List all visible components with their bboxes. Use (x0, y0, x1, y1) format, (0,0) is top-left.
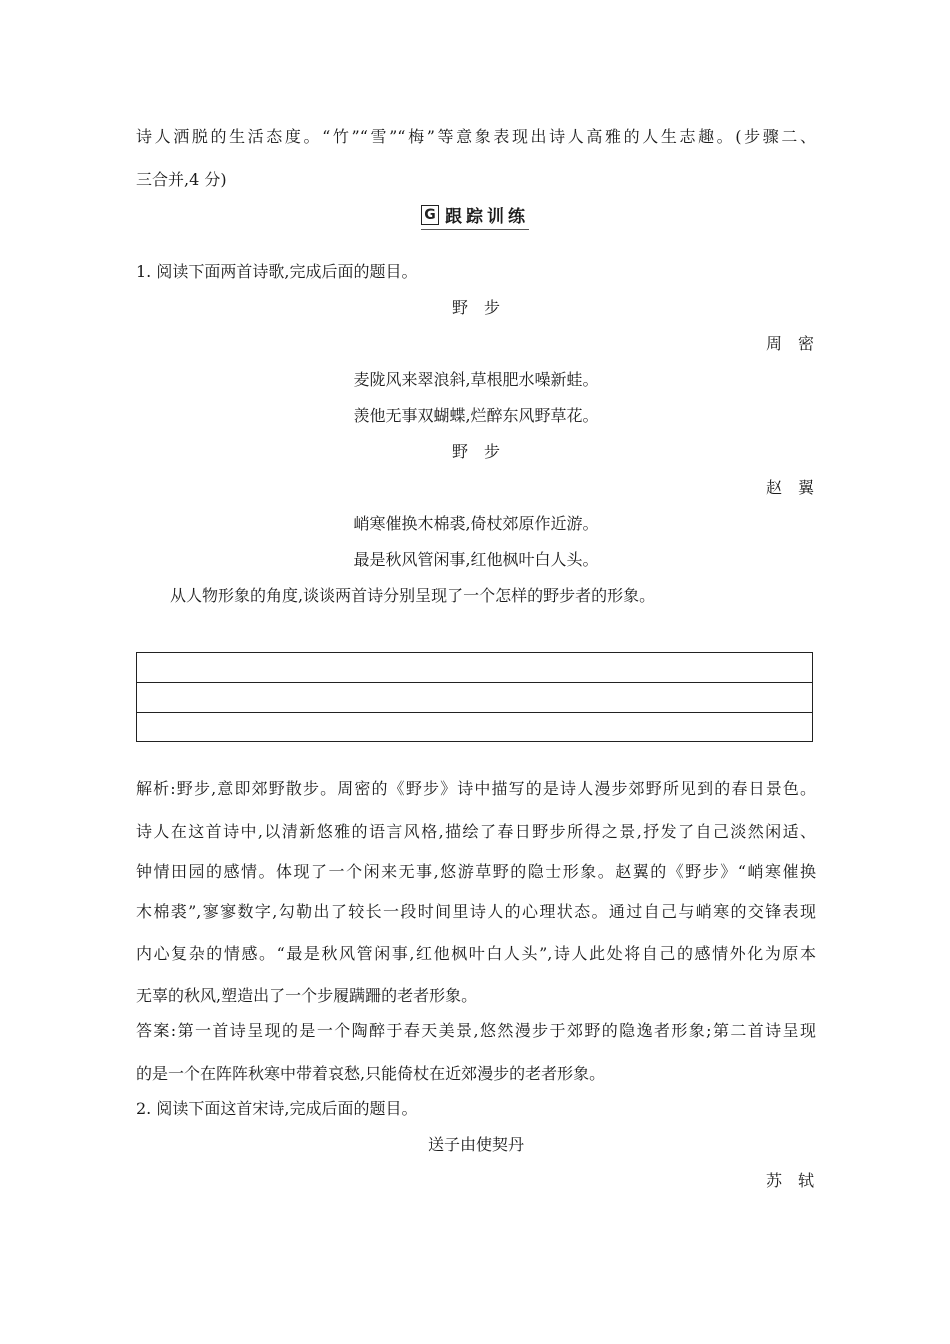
analysis-line-2: 诗人在这首诗中,以清新悠雅的语言风格,描绘了春日野步所得之景,抒发了自己淡然闲适、 (136, 822, 816, 841)
answer-line-2: 的是一个在阵阵秋寒中带着哀愁,只能倚杖在近郊漫步的老者形象。 (136, 1064, 606, 1083)
answer-line[interactable] (137, 683, 812, 713)
intro-line-1: 诗人洒脱的生活态度。“竹”“雪”“梅”等意象表现出诗人高雅的人生志趣。(步骤二、 (136, 127, 816, 146)
answer-lines-box[interactable] (136, 652, 813, 742)
answer-line[interactable] (137, 713, 812, 743)
poem1-line-1: 麦陇风来翠浪斜,草根肥水噪新蛙。 (353, 370, 599, 389)
poem1-author: 周 密 (765, 334, 814, 353)
intro-line-2: 三合并,4 分) (136, 170, 227, 189)
poem1-title: 野 步 (451, 298, 500, 317)
q2-poem-author: 苏 轼 (765, 1171, 814, 1190)
section-title: 跟踪训练 (445, 207, 529, 227)
analysis-line-5: 内心复杂的情感。“最是秋风管闲事,红他枫叶白人头”,诗人此处将自己的感情外化为原本 (136, 944, 816, 963)
poem2-author: 赵 翼 (765, 478, 814, 497)
poem1-line-2: 羡他无事双蝴蝶,烂醉东风野草花。 (353, 406, 599, 425)
g-badge-icon: G (421, 205, 439, 225)
poem2-line-1: 峭寒催换木棉裘,倚杖郊原作近游。 (353, 514, 599, 533)
answer-line-1: 答案:第一首诗呈现的是一个陶醉于春天美景,悠然漫步于郊野的隐逸者形象;第二首诗呈现 (136, 1021, 816, 1040)
q1-question: 从人物形象的角度,谈谈两首诗分别呈现了一个怎样的野步者的形象。 (170, 586, 656, 605)
analysis-line-3: 钟情田园的感情。体现了一个闲来无事,悠游草野的隐士形象。赵翼的《野步》“峭寒催换 (136, 862, 816, 881)
analysis-line-1: 解析:野步,意即郊野散步。周密的《野步》诗中描写的是诗人漫步郊野所见到的春日景色。 (136, 779, 816, 798)
poem2-title: 野 步 (451, 442, 500, 461)
answer-line[interactable] (137, 653, 812, 683)
analysis-line-4: 木棉裘”,寥寥数字,勾勒出了较长一段时间里诗人的心理状态。通过自己与峭寒的交锋表现 (136, 902, 816, 921)
q2-prompt: 2. 阅读下面这首宋诗,完成后面的题目。 (136, 1099, 418, 1118)
section-heading (0, 202, 950, 230)
q2-poem-title: 送子由使契丹 (427, 1135, 524, 1154)
q1-prompt: 1. 阅读下面两首诗歌,完成后面的题目。 (136, 262, 418, 281)
analysis-line-6: 无辜的秋风,塑造出了一个步履蹒跚的老者形象。 (136, 986, 478, 1005)
poem2-line-2: 最是秋风管闲事,红他枫叶白人头。 (353, 550, 599, 569)
